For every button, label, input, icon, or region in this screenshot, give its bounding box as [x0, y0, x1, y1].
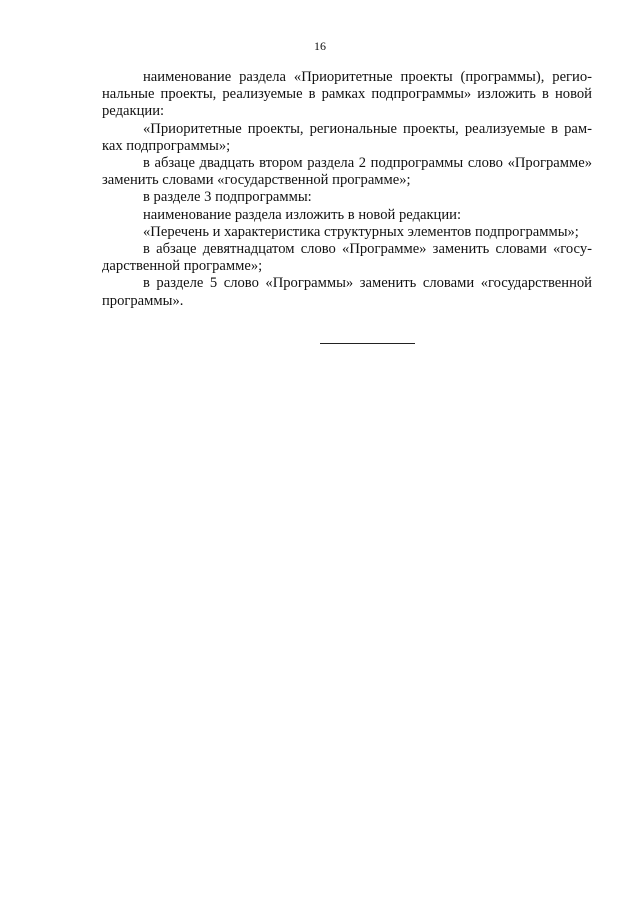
paragraph-section-5-change	[102, 275, 592, 309]
text-line: редакции:	[102, 103, 165, 120]
page-number: 16	[314, 39, 326, 53]
text-line: «Перечень и характеристика структурных элементов подпрограммы»;	[143, 223, 579, 240]
text-line: нальные проекты, реализуемые в рамках подпрограммы» изложить в новой	[102, 86, 592, 103]
text-line: программы».	[102, 292, 184, 309]
text-line: в абзаце двадцать втором раздела 2 подпрограммы слово «Программе»	[143, 155, 592, 172]
paragraph-section-3-change	[102, 241, 592, 275]
closing-separator-line	[320, 343, 415, 344]
paragraph-section-title-change	[102, 69, 592, 121]
text-line: наименование раздела «Приоритетные проекты (программы), регио-	[143, 69, 592, 85]
text-line: дарственной программе»;	[102, 258, 263, 275]
text-line: заменить словами «государственной программе»;	[102, 172, 411, 189]
paragraph-section-3-new-title	[102, 224, 592, 241]
paragraph-section-2-change	[102, 155, 592, 189]
paragraph-section-3-intro	[102, 189, 592, 206]
document-body	[102, 69, 592, 310]
paragraph-section-3-title	[102, 207, 592, 224]
text-line: в разделе 5 слово «Программы» заменить словами «государственной	[143, 275, 592, 292]
text-line: «Приоритетные проекты, региональные проекты, реализуемые в рам-	[143, 120, 592, 137]
text-line: в разделе 3 подпрограммы:	[143, 189, 312, 206]
text-line: в абзаце девятнадцатом слово «Программе» заменить словами «госу-	[143, 241, 592, 258]
text-line: ках подпрограммы»;	[102, 137, 231, 154]
text-line: наименование раздела изложить в новой редакции:	[143, 206, 462, 223]
paragraph-new-section-title	[102, 121, 592, 155]
